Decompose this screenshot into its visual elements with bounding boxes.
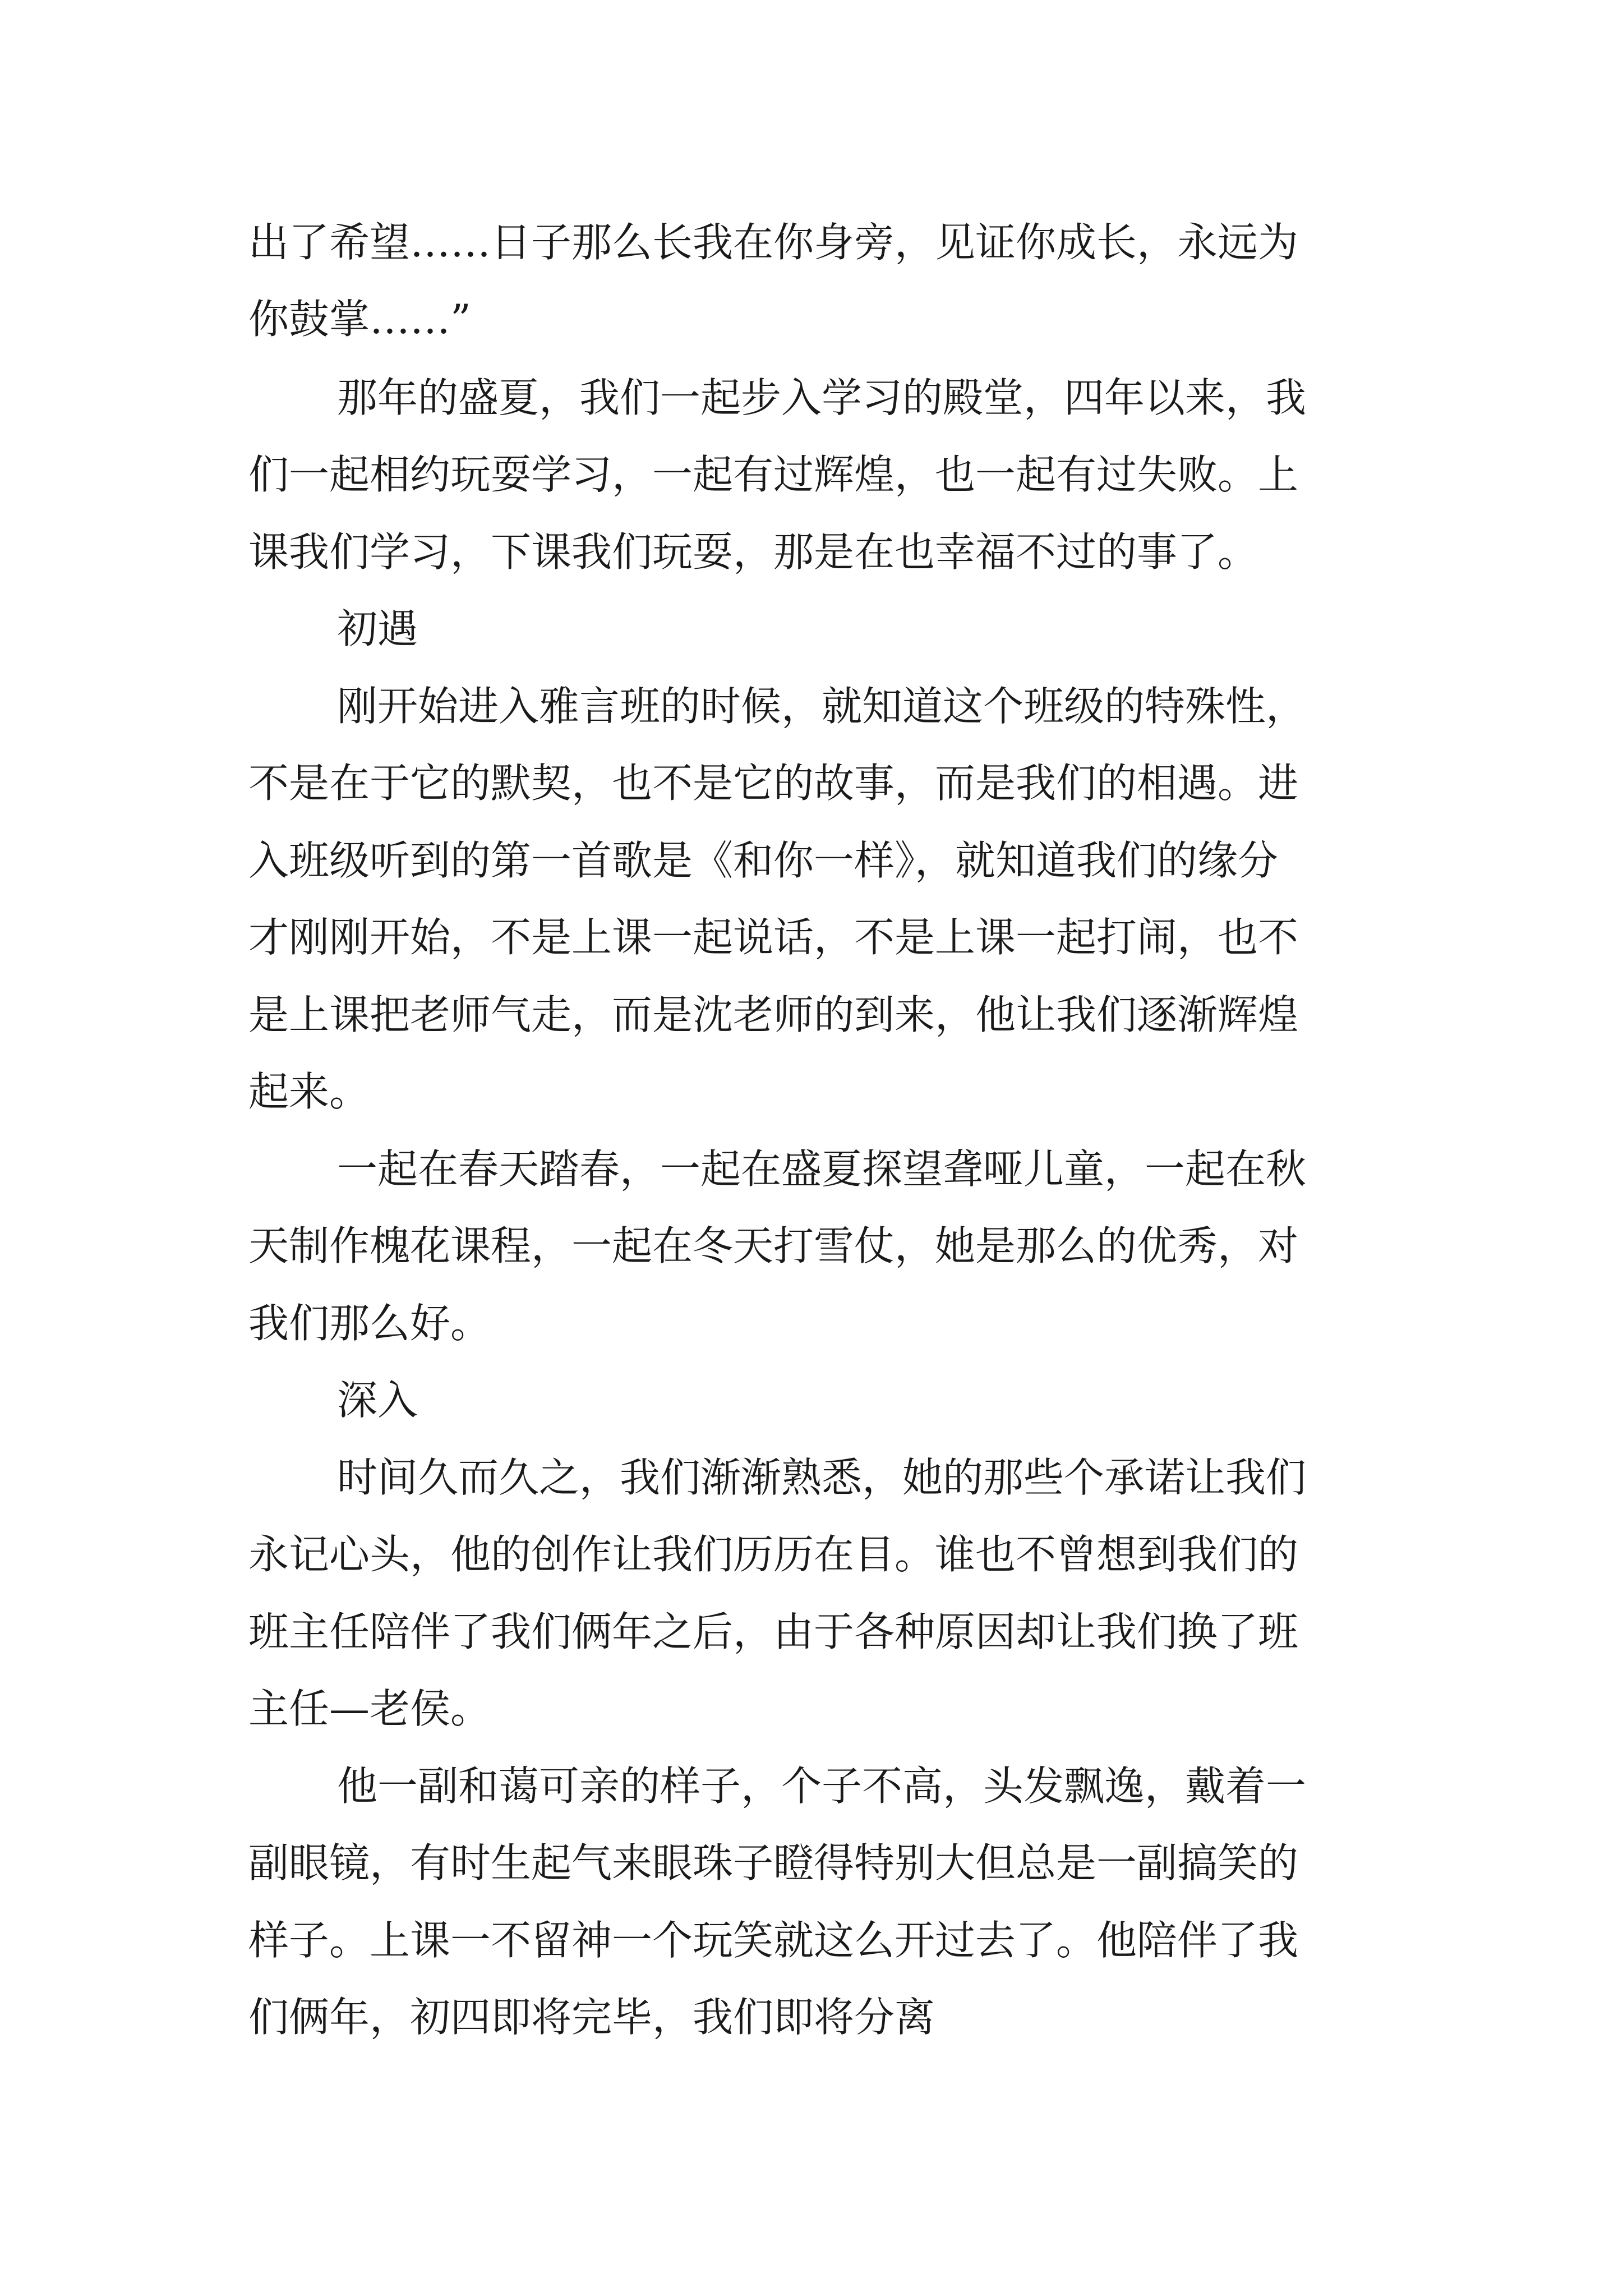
text-line: 班主任陪伴了我们俩年之后，由于各种原因却让我们换了班 xyxy=(248,1608,1299,1655)
text-line: 天制作槐花课程，一起在冬天打雪仗，她是那么的优秀，对 xyxy=(248,1222,1299,1269)
text-line: 们一起相约玩耍学习，一起有过辉煌，也一起有过失败。上 xyxy=(248,451,1299,498)
text-line: 主任—老侯。 xyxy=(248,1685,491,1732)
text-line: 入班级听到的第一首歌是《和你一样》，就知道我们的缘分 xyxy=(248,837,1279,884)
text-line: 你鼓掌……” xyxy=(248,296,471,343)
text-line: 一起在春天踏春，一起在盛夏探望聋哑儿童，一起在秋 xyxy=(337,1145,1307,1193)
text-line: 样子。上课一不留神一个玩笑就这么开过去了。他陪伴了我 xyxy=(248,1917,1299,1964)
text-line: 我们那么好。 xyxy=(248,1300,491,1347)
text-line: 们俩年，初四即将完毕，我们即将分离 xyxy=(248,1994,935,2041)
section-heading: 初遇 xyxy=(337,605,418,652)
text-line: 才刚刚开始，不是上课一起说话，不是上课一起打闹，也不 xyxy=(248,914,1299,961)
text-line: 永记心头，他的创作让我们历历在目。谁也不曾想到我们的 xyxy=(248,1531,1299,1578)
text-line: 是上课把老师气走，而是沈老师的到来，他让我们逐渐辉煌 xyxy=(248,991,1299,1038)
text-line: 时间久而久之，我们渐渐熟悉，她的那些个承诺让我们 xyxy=(337,1454,1307,1501)
text-line: 起来。 xyxy=(248,1068,370,1115)
text-line: 刚开始进入雅言班的时候，就知道这个班级的特殊性， xyxy=(337,683,1307,730)
text-line: 出了希望……日子那么长我在你身旁，见证你成长，永远为 xyxy=(248,219,1299,266)
text-line: 那年的盛夏，我们一起步入学习的殿堂，四年以来，我 xyxy=(337,374,1307,421)
text-line: 不是在于它的默契，也不是它的故事，而是我们的相遇。进 xyxy=(248,760,1299,807)
text-line: 课我们学习，下课我们玩耍，那是在也幸福不过的事了。 xyxy=(248,528,1258,576)
text-line: 副眼镜，有时生起气来眼珠子瞪得特别大但总是一副搞笑的 xyxy=(248,1839,1299,1887)
text-line: 他一副和蔼可亲的样子，个子不高，头发飘逸，戴着一 xyxy=(337,1763,1307,1810)
section-heading: 深入 xyxy=(337,1377,418,1424)
